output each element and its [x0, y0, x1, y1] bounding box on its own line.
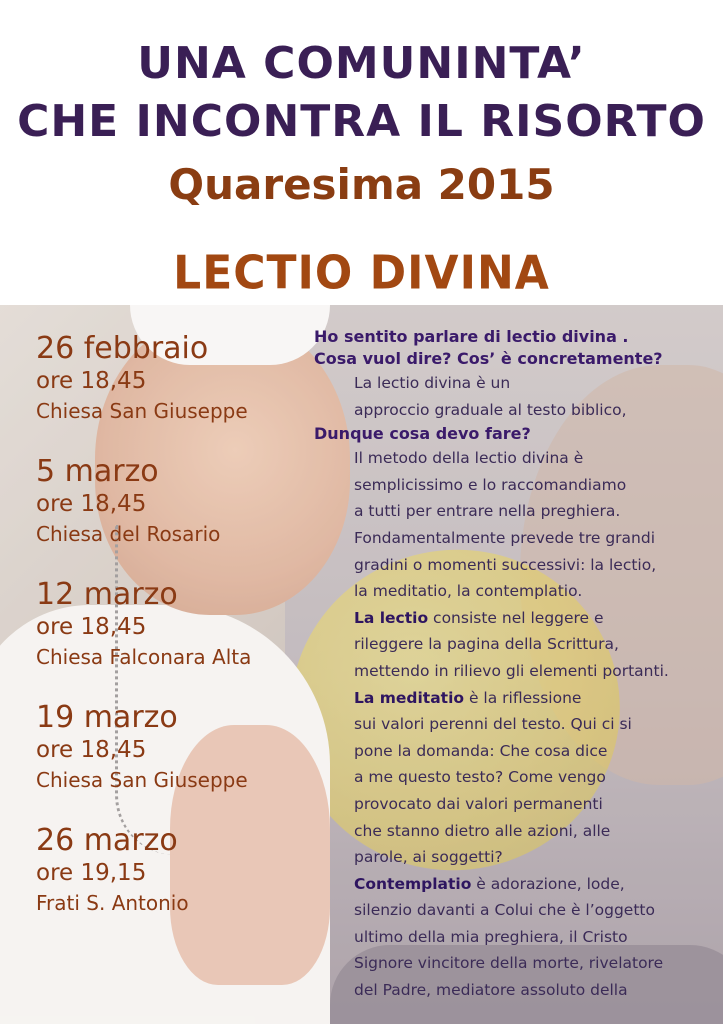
- lectio-paragraph-line-2: rileggere la pagina della Scrittura,: [354, 635, 619, 654]
- header: [0, 0, 723, 305]
- date-time: ore 18,45: [36, 368, 147, 394]
- date-entry: [36, 701, 336, 824]
- date-place: Chiesa San Giuseppe: [36, 399, 248, 423]
- meditatio-text: è la riflessione: [464, 688, 582, 707]
- date-place: Chiesa Falconara Alta: [36, 645, 252, 669]
- title-line-1: UNA COMUNINTA’: [137, 38, 586, 89]
- dates-column: [36, 332, 336, 947]
- contemplatio-keyword: Contemplatio: [354, 874, 472, 893]
- contemplatio-line: Signore vincitore della morte, rivelatore: [354, 954, 664, 973]
- date-place: Chiesa del Rosario: [36, 522, 221, 546]
- date-day: 26 febbraio: [36, 331, 209, 366]
- date-day: 19 marzo: [36, 700, 178, 735]
- answer-1-line-2: approccio graduale al testo biblico,: [354, 400, 627, 419]
- answer-2-line: la meditatio, la contemplatio.: [354, 582, 583, 601]
- answer-2-line: semplicissimo e lo raccomandiamo: [354, 475, 627, 494]
- question-2: Dunque cosa devo fare?: [314, 424, 531, 444]
- date-entry: [36, 455, 336, 578]
- meditatio-line: provocato dai valori permanenti: [354, 794, 603, 813]
- date-day: 12 marzo: [36, 577, 178, 612]
- lectio-text-column: [314, 326, 714, 1004]
- lectio-paragraph-line-1: [314, 605, 714, 632]
- date-place: Frati S. Antonio: [36, 891, 189, 915]
- lectio-text: consiste nel leggere e: [428, 608, 604, 627]
- meditatio-keyword: La meditatio: [354, 688, 465, 707]
- lectio-keyword: La lectio: [354, 608, 429, 627]
- date-entry: [36, 824, 336, 947]
- contemplatio-line: silenzio davanti a Colui che è l’oggetto: [354, 901, 655, 920]
- contemplatio-paragraph-line-1: [314, 871, 714, 898]
- date-entry: [36, 578, 336, 701]
- lectio-paragraph-line-3: mettendo in rilievo gli elementi portanti.: [354, 661, 669, 680]
- answer-2-line: Fondamentalmente prevede tre grandi: [354, 528, 656, 547]
- date-place: Chiesa San Giuseppe: [36, 768, 248, 792]
- date-entry: [36, 332, 336, 455]
- meditatio-line: che stanno dietro alle azioni, alle: [354, 821, 611, 840]
- date-day: 26 marzo: [36, 823, 178, 858]
- meditatio-line: a me questo testo? Come vengo: [354, 768, 606, 787]
- answer-2-line: gradini o momenti successivi: la lectio,: [354, 555, 657, 574]
- question-1-line-2: Cosa vuol dire? Cos’ è concretamente?: [314, 349, 663, 368]
- date-time: ore 18,45: [36, 737, 147, 763]
- date-day: 5 marzo: [36, 454, 159, 489]
- meditatio-paragraph-line-1: [314, 685, 714, 712]
- meditatio-line: parole, ai soggetti?: [354, 848, 503, 867]
- answer-2-line: a tutti per entrare nella preghiera.: [354, 502, 621, 521]
- date-time: ore 18,45: [36, 614, 147, 640]
- lectio-divina-heading: LECTIO DIVINA: [173, 246, 550, 301]
- title-line-2: CHE INCONTRA IL RISORTO: [17, 96, 706, 147]
- contemplatio-line: del Padre, mediatore assoluto della: [354, 981, 628, 1000]
- meditatio-line: pone la domanda: Che cosa dice: [354, 741, 608, 760]
- meditatio-line: sui valori perenni del testo. Qui ci si: [354, 715, 632, 734]
- question-1-line-1: Ho sentito parlare di lectio divina .: [314, 327, 629, 346]
- subtitle: Quaresima 2015: [168, 160, 555, 209]
- date-time: ore 19,15: [36, 860, 147, 886]
- date-time: ore 18,45: [36, 491, 147, 517]
- answer-2-line: Il metodo della lectio divina è: [354, 449, 584, 468]
- contemplatio-line: ultimo della mia preghiera, il Cristo: [354, 927, 628, 946]
- contemplatio-text: è adorazione, lode,: [471, 874, 625, 893]
- answer-1-line-1: La lectio divina è un: [354, 374, 511, 392]
